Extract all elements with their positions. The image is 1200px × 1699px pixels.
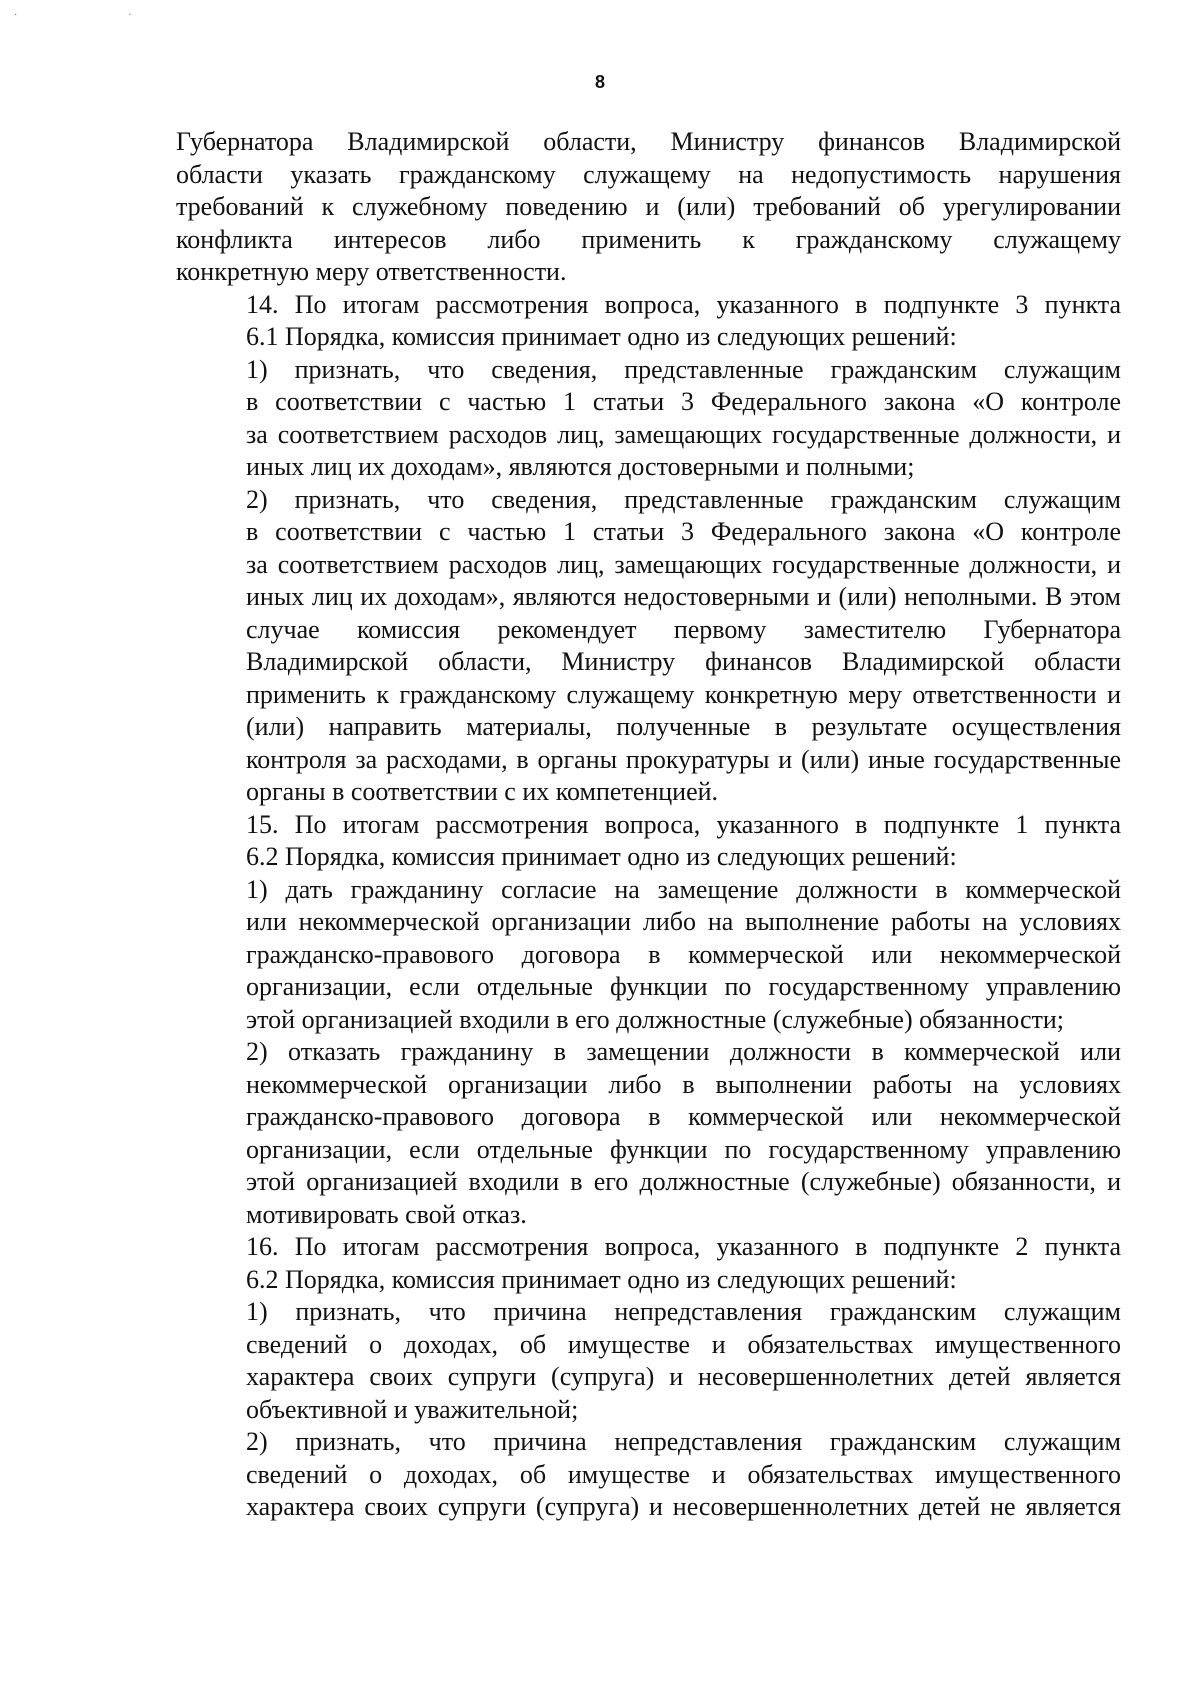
text-line: в соответствии с частью 1 статьи 3 Федерального закона «О контроле [246, 517, 1121, 546]
text-line: Владимирской области, Министру финансов Владимирской области [246, 647, 1121, 676]
paragraph [176, 809, 1121, 874]
text-line: случае комиссия рекомендует первому заместителю Губернатора [246, 614, 1121, 644]
paragraph [176, 1231, 1121, 1296]
paragraph [176, 1426, 1121, 1524]
text-line: в соответствии с частью 1 статьи 3 Федерального закона «О контроле [246, 387, 1121, 416]
text-line: 2) признать, что причина непредставления гражданским служащим [246, 1427, 1121, 1456]
text-line: гражданско-правового договора в коммерческой или некоммерческой [246, 1102, 1121, 1131]
text-line: мотивировать свой отказ. [246, 1199, 527, 1229]
text-line: области указать гражданскому служащему на недопустимость нарушения [176, 159, 1121, 189]
text-line: 2) признать, что сведения, представленные гражданским служащим [246, 484, 1121, 514]
text-line: или некоммерческой организации либо на выполнение работы на условиях [246, 907, 1121, 936]
text-line: этой организацией входили в его должностные (служебные) обязанности; [246, 1004, 1064, 1034]
text-line: характера своих супруги (супруга) и несовершеннолетних детей является [246, 1362, 1121, 1391]
text-line: объективной и уважительной; [246, 1394, 579, 1424]
text-line: организации, если отдельные функции по государственному управлению [246, 1134, 1121, 1164]
text-line: 15. По итогам рассмотрения вопроса, указанного в подпункте 1 пункта [246, 809, 1121, 839]
text-line: 2) отказать гражданину в замещении должности в коммерческой или [246, 1037, 1121, 1066]
paragraph [176, 484, 1121, 809]
page-number: 8 [594, 72, 605, 92]
text-line: некоммерческой организации либо в выполнении работы на условиях [246, 1069, 1121, 1099]
text-line: сведений о доходах, об имуществе и обязательствах имущественного [246, 1329, 1121, 1359]
paragraph [176, 1036, 1121, 1231]
text-line: 16. По итогам рассмотрения вопроса, указанного в подпункте 2 пункта [246, 1232, 1121, 1261]
scan-specks: · · [14, 10, 186, 21]
text-line: Губернатора Владимирской области, Министру финансов Владимирской [176, 127, 1121, 156]
text-line: 1) признать, что причина непредставления гражданским служащим [246, 1297, 1121, 1326]
text-line: конкретную меру ответственности. [176, 257, 567, 286]
text-line: 6.2 Порядка, комиссия принимает одно из следующих решений: [246, 842, 957, 871]
text-line: гражданско-правового договора в коммерческой или некоммерческой [246, 939, 1121, 969]
text-line: 14. По итогам рассмотрения вопроса, указанного в подпункте 3 пункта [246, 289, 1121, 319]
text-line: конфликта интересов либо применить к гражданскому служащему [176, 224, 1121, 254]
document-body [176, 126, 1121, 1524]
text-line: применить к гражданскому служащему конкретную меру ответственности и [246, 679, 1121, 709]
text-line: за соответствием расходов лиц, замещающих государственные должности, и [246, 549, 1121, 579]
text-line: требований к служебному поведению и (или) требований об урегулировании [176, 192, 1121, 221]
text-line: органы в соответствии с их компетенцией. [246, 777, 719, 806]
text-line: иных лиц их доходам», являются недостоверными и (или) неполными. В этом [246, 582, 1121, 611]
paragraph [176, 874, 1121, 1037]
text-line: иных лиц их доходам», являются достоверными и полными; [246, 452, 915, 481]
paragraph [176, 289, 1121, 354]
paragraph [176, 126, 1121, 289]
paragraph [176, 354, 1121, 484]
text-line: 6.2 Порядка, комиссия принимает одно из следующих решений: [246, 1264, 957, 1294]
text-line: сведений о доходах, об имуществе и обязательствах имущественного [246, 1459, 1121, 1489]
text-line: 1) признать, что сведения, представленные гражданским служащим [246, 354, 1121, 384]
text-line: организации, если отдельные функции по государственному управлению [246, 972, 1121, 1001]
text-line: характера своих супруги (супруга) и несовершеннолетних детей не является [246, 1492, 1121, 1521]
text-line: 6.1 Порядка, комиссия принимает одно из следующих решений: [246, 322, 957, 351]
text-line: 1) дать гражданину согласие на замещение должности в коммерческой [246, 874, 1121, 904]
text-line: за соответствием расходов лиц, замещающих государственные должности, и [246, 419, 1121, 449]
text-line: контроля за расходами, в органы прокуратуры и (или) иные государственные [246, 744, 1121, 774]
text-line: (или) направить материалы, полученные в результате осуществления [246, 712, 1121, 741]
text-line: этой организацией входили в его должностные (служебные) обязанности, и [246, 1167, 1121, 1196]
paragraph [176, 1296, 1121, 1426]
